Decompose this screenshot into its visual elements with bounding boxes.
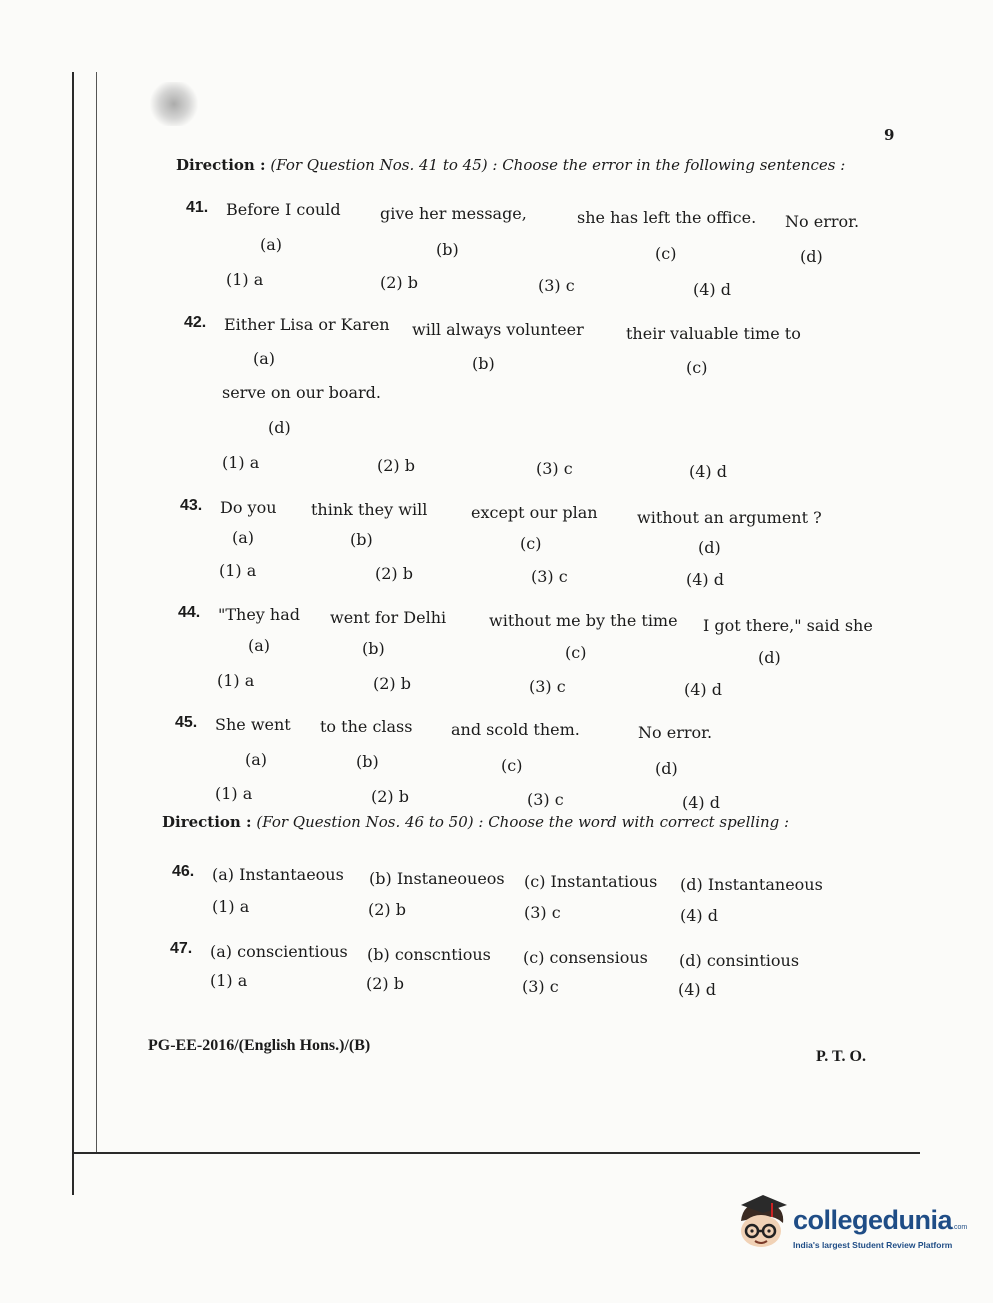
- question-44-number: 44.: [178, 604, 201, 621]
- question-47-option-4: (4) d: [678, 980, 716, 999]
- brand-tagline: India's largest Student Review Platform: [793, 1240, 953, 1250]
- direction-2-text: (For Question Nos. 46 to 50) : Choose the word with correct spelling :: [256, 813, 790, 831]
- question-45-number: 45.: [175, 714, 198, 731]
- direction-2-label: Direction :: [162, 813, 252, 831]
- question-47-choice-a: (a) conscientious: [210, 942, 348, 961]
- question-45-option-3: (3) c: [527, 790, 564, 809]
- question-42-segment-b: will always volunteer: [412, 320, 584, 339]
- question-45-label-d: (d): [655, 759, 678, 778]
- question-46-choice-b: (b) Instaneoueos: [369, 869, 505, 888]
- question-41-option-4: (4) d: [693, 280, 731, 299]
- question-46-option-2: (2) b: [368, 900, 406, 919]
- brand-text: collegedunia: [793, 1205, 953, 1235]
- question-45-segment-b: to the class: [320, 717, 413, 736]
- question-41-segment-d: No error.: [785, 212, 860, 231]
- question-43-number: 43.: [180, 497, 203, 514]
- question-43-segment-a: Do you: [220, 498, 277, 517]
- question-42-label-d: (d): [268, 418, 291, 437]
- question-41-option-2: (2) b: [380, 273, 418, 292]
- direction-1: [176, 156, 845, 174]
- question-45-label-b: (b): [356, 752, 379, 771]
- question-44-segment-a: "They had: [218, 605, 301, 624]
- question-45-segment-d: No error.: [638, 723, 713, 742]
- question-42-label-b: (b): [472, 354, 495, 373]
- pto-marker: P. T. O.: [816, 1048, 866, 1065]
- question-43-option-3: (3) c: [531, 567, 568, 586]
- brand-domain: .com: [952, 1224, 968, 1231]
- question-46-choice-d: (d) Instantaneous: [680, 875, 823, 894]
- exam-code: PG-EE-2016/(English Hons.)/(B): [148, 1037, 371, 1054]
- scan-smudge: [150, 82, 198, 126]
- question-47-option-1: (1) a: [210, 971, 248, 990]
- question-44-segment-b: went for Delhi: [330, 608, 447, 627]
- question-43-segment-b: think they will: [311, 500, 428, 519]
- question-46-number: 46.: [172, 863, 195, 880]
- question-42-segment-d: serve on our board.: [222, 383, 382, 402]
- question-43-label-a: (a): [232, 528, 255, 547]
- question-42-label-c: (c): [686, 358, 708, 377]
- question-44-segment-d: I got there," said she: [703, 616, 873, 635]
- question-43-option-4: (4) d: [686, 570, 724, 589]
- question-42-number: 42.: [184, 314, 207, 331]
- question-41-label-b: (b): [436, 240, 459, 259]
- question-45-option-2: (2) b: [371, 787, 409, 806]
- question-47-option-3: (3) c: [522, 977, 559, 996]
- direction-1-label: Direction :: [176, 156, 266, 174]
- direction-1-text: (For Question Nos. 41 to 45) : Choose the error in the following sentences :: [270, 156, 846, 174]
- question-42-label-a: (a): [253, 349, 276, 368]
- direction-2: [162, 813, 789, 831]
- question-47-choice-b: (b) conscntious: [367, 945, 491, 964]
- question-46-choice-a: (a) Instantaeous: [212, 865, 344, 884]
- question-43-label-b: (b): [350, 530, 373, 549]
- question-41-number: 41.: [186, 199, 209, 216]
- question-47-choice-d: (d) consintious: [679, 951, 800, 970]
- question-44-label-c: (c): [565, 643, 587, 662]
- question-46-option-4: (4) d: [680, 906, 718, 925]
- question-41-segment-c: she has left the office.: [577, 208, 757, 227]
- question-41-segment-a: Before I could: [226, 200, 341, 219]
- question-43-segment-c: except our plan: [471, 503, 598, 522]
- question-45-label-c: (c): [501, 756, 523, 775]
- question-42-option-1: (1) a: [222, 453, 260, 472]
- question-45-option-1: (1) a: [215, 784, 253, 803]
- collegedunia-logo: [735, 1195, 968, 1257]
- question-45-segment-c: and scold them.: [451, 720, 580, 739]
- bottom-rule: [72, 1152, 920, 1154]
- question-42-option-2: (2) b: [377, 456, 415, 475]
- left-margin-line-outer: [72, 72, 74, 1195]
- question-43-segment-d: without an argument ?: [637, 508, 822, 527]
- question-46-option-1: (1) a: [212, 897, 250, 916]
- question-41-label-d: (d): [800, 247, 823, 266]
- question-45-segment-a: She went: [215, 715, 291, 734]
- question-41-option-3: (3) c: [538, 276, 575, 295]
- mascot-icon: [735, 1195, 793, 1253]
- question-44-label-b: (b): [362, 639, 385, 658]
- question-46-choice-c: (c) Instantatious: [524, 872, 658, 891]
- question-42-option-4: (4) d: [689, 462, 727, 481]
- question-47-option-2: (2) b: [366, 974, 404, 993]
- question-44-option-1: (1) a: [217, 671, 255, 690]
- question-42-segment-c: their valuable time to: [626, 324, 801, 343]
- question-42-segment-a: Either Lisa or Karen: [224, 315, 390, 334]
- question-47-choice-c: (c) consensious: [523, 948, 648, 967]
- question-45-option-4: (4) d: [682, 793, 720, 812]
- brand-name: [793, 1205, 967, 1236]
- question-43-label-c: (c): [520, 534, 542, 553]
- question-43-option-2: (2) b: [375, 564, 413, 583]
- question-43-option-1: (1) a: [219, 561, 257, 580]
- question-43-label-d: (d): [698, 538, 721, 557]
- question-45-label-a: (a): [245, 750, 268, 769]
- question-41-segment-b: give her message,: [380, 204, 527, 223]
- question-44-segment-c: without me by the time: [489, 611, 678, 630]
- question-46-option-3: (3) c: [524, 903, 561, 922]
- question-44-option-3: (3) c: [529, 677, 566, 696]
- page-number: 9: [884, 126, 895, 144]
- question-44-option-4: (4) d: [684, 680, 722, 699]
- question-44-label-a: (a): [248, 636, 271, 655]
- question-41-option-1: (1) a: [226, 270, 264, 289]
- question-41-label-a: (a): [260, 235, 283, 254]
- question-44-option-2: (2) b: [373, 674, 411, 693]
- question-47-number: 47.: [170, 940, 193, 957]
- question-44-label-d: (d): [758, 648, 781, 667]
- question-42-option-3: (3) c: [536, 459, 573, 478]
- left-margin-line-inner: [96, 72, 97, 1152]
- question-41-label-c: (c): [655, 244, 677, 263]
